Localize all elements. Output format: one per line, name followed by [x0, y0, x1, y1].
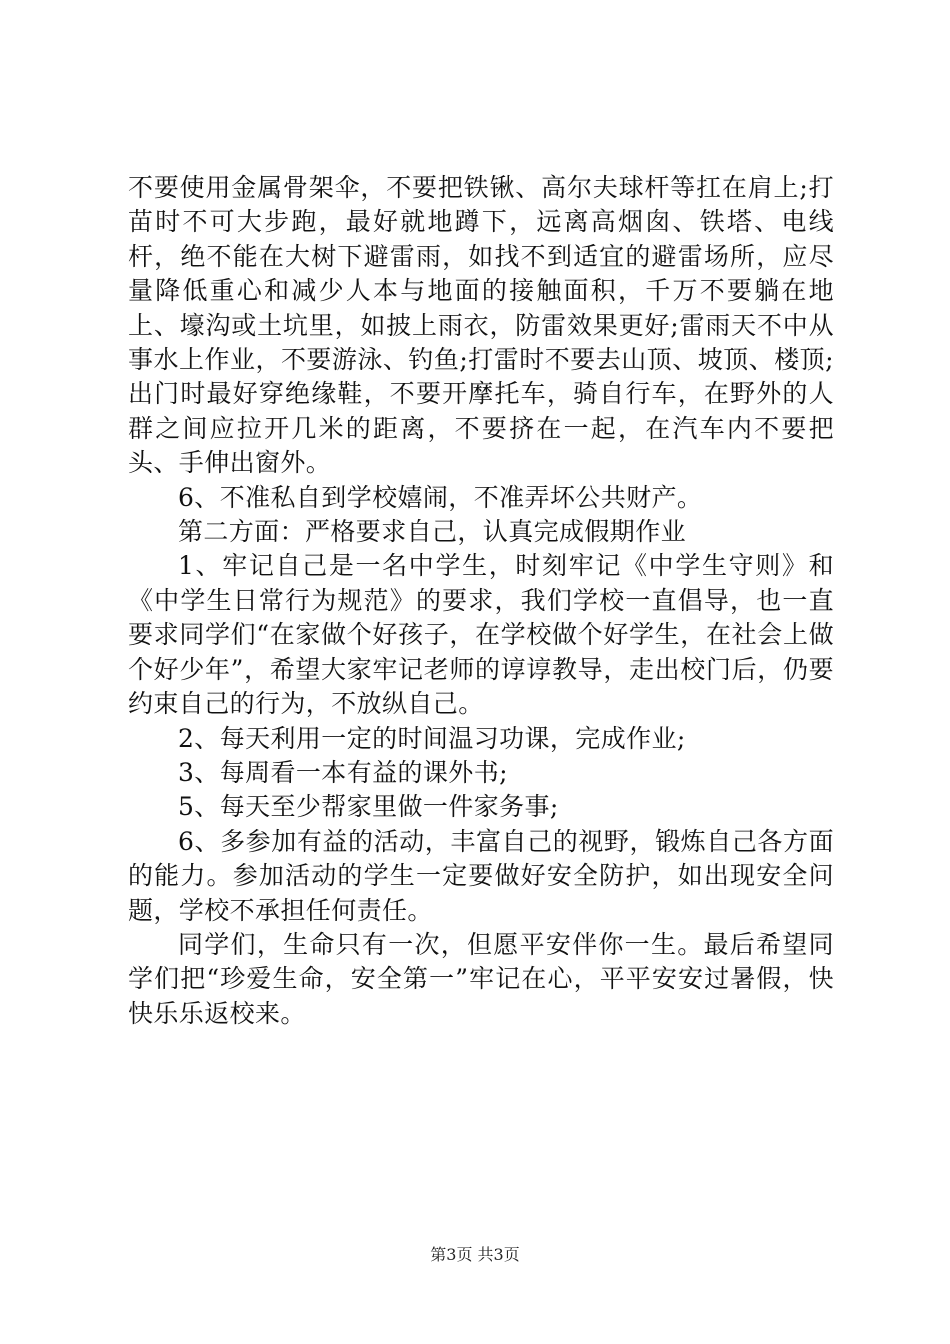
page-number-footer: 第3页 共3页 [430, 1245, 520, 1264]
document-body [128, 171, 834, 1031]
paragraph-item-2: 2、每天利用一定的时间温习功课，完成作业; [178, 723, 686, 753]
paragraph-rule-6-school: 6、不准私自到学校嬉闹，不准弄坏公共财产。 [178, 482, 703, 512]
section-heading-second-aspect: 第二方面：严格要求自己，认真完成假期作业 [178, 517, 687, 547]
paragraph-lightning-safety: 不要使用金属骨架伞，不要把铁锹、高尔夫球杆等扛在肩上;打苗时不可大步跑，最好就地蹲下，远离高烟囱、铁塔、电线杆，绝不能在大树下避雷雨，如找不到适宜的避雷场所，应尽量降低重心和减少人本与地面的接触面积，千万不要躺在地上、壕沟或土坑里，如披上雨衣，防雷效果更好;雷雨天不中从事水上作业，不要游泳、钓鱼;打雷时不要去山顶、坡顶、楼顶;出门时最好穿绝缘鞋，不要开摩托车，骑自行车，在野外的人群之间应拉开几米的距离，不要挤在一起，在汽车内不要把头、手伸出窗外。 [128, 173, 834, 478]
paragraph-item-5: 5、每天至少帮家里做一件家务事; [178, 792, 559, 822]
paragraph-closing: 同学们，生命只有一次，但愿平安伴你一生。最后希望同学们把“珍爱生命，安全第一”牢记在心，平平安安过暑假，快快乐乐返校来。 [128, 929, 834, 1028]
paragraph-item-1: 1、牢记自己是一名中学生，时刻牢记《中学生守则》和《中学生日常行为规范》的要求，我们学校一直倡导，也一直要求同学们“在家做个好孩子，在学校做个好学生，在社会上做个好少年”，希望大家牢记老师的谆谆教导，走出校门后，仍要约束自己的行为，不放纵自己。 [128, 551, 834, 719]
paragraph-item-3: 3、每周看一本有益的课外书; [178, 757, 508, 787]
paragraph-item-6: 6、多参加有益的活动，丰富自己的视野，锻炼自己各方面的能力。参加活动的学生一定要做好安全防护，如出现安全问题，学校不承担任何责任。 [128, 826, 834, 925]
